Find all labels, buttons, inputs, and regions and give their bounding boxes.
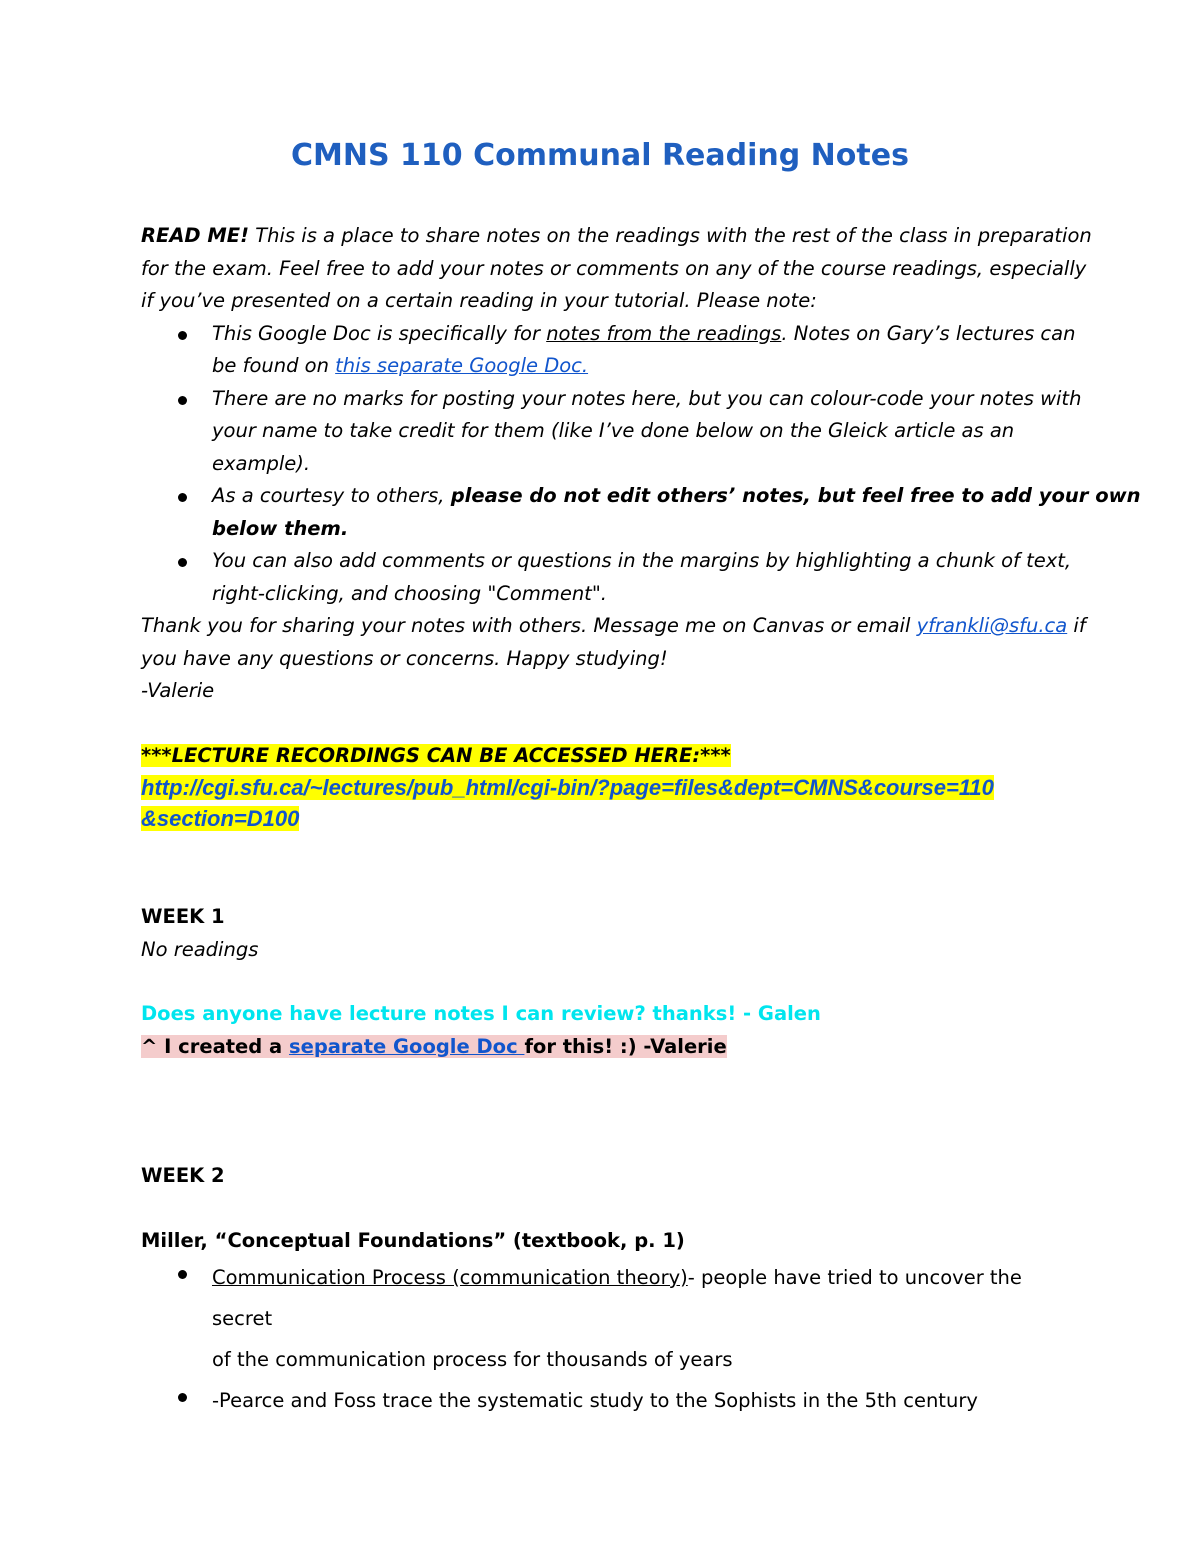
readme-label: READ ME! [141,224,250,247]
readme-bullet-list [141,318,1141,611]
recordings-url-link-cont[interactable]: &section=D100 [141,806,300,831]
bullet-text: right-clicking, and choosing "Comment". [212,581,607,605]
week2-bullet-list [141,1257,1061,1421]
list-item [141,1380,1061,1421]
bullet-text: your name to take credit for them (like I’ve done below on the Gleick article as an [212,419,1015,442]
spacer [141,1063,1061,1160]
bullet-text: of the communication process for thousands of years [212,1348,733,1371]
bullet-text: . Notes on Gary’s lectures can [781,321,1076,345]
week1-reply [141,1031,1061,1064]
email-link[interactable]: yfrankli@sfu.ca [916,614,1068,637]
bullet-text: As a courtesy to others, [212,484,451,507]
document-body [141,220,1141,1421]
bullet-text: This Google Doc is specifically for [212,321,547,345]
list-item [141,1257,1061,1380]
spacer [141,1193,1061,1225]
list-item [141,480,1141,545]
underlined-text: notes from the readings [546,321,782,345]
spacer [141,708,1061,740]
spacer [141,966,1061,998]
readme-line-3: if you’ve presented on a certain reading in your tutorial. Please note: [141,289,817,312]
reading-title: Miller, “Conceptual Foundations” (textbook, p. 1) [141,1228,685,1252]
readme-line-2: for the exam. Feel free to add your notes or comments on any of the course readings, especially [141,256,1087,280]
bullet-text: - people have tried to uncover the secret [212,1266,1022,1330]
readme-text-1: This is a place to share notes on the readings with the rest of the class in preparation [249,224,1092,247]
week1-note: No readings [141,937,259,961]
bold-text: below them. [212,516,349,540]
spacer [141,834,1061,901]
recordings-label-line [141,740,1061,773]
week1-question: Does anyone have lecture notes I can review? thanks! - Galen [141,1002,821,1025]
week2-heading: WEEK 2 [141,1164,225,1187]
reply-text: for this! :) -Valerie [524,1034,727,1058]
readme-line-1 [141,220,1092,253]
thanks-text: Thank you for sharing your notes with others. Message me on Canvas or email [141,614,917,637]
thanks-line-2: you have any questions or concerns. Happy studying! [141,646,668,670]
bullet-text: You can also add comments or questions in the margins by highlighting a chunk of text, [212,549,1072,572]
recordings-url-line-1 [141,772,1061,803]
list-item [141,545,1072,610]
bullet-text: There are no marks for posting your notes here, but you can colour-code your notes with [212,386,1082,410]
recordings-label: ***LECTURE RECORDINGS CAN BE ACCESSED HERE:*** [141,743,731,767]
week1-heading: WEEK 1 [141,905,225,928]
recordings-url-line-2 [141,803,1061,834]
bullet-text: -Pearce and Foss trace the systematic study to the Sophists in the 5th century [212,1389,978,1412]
bold-text: please do not edit others’ notes, but feel free to add your own [450,484,1141,507]
separate-doc-link[interactable]: separate Google Doc [288,1034,525,1058]
signoff: -Valerie [141,679,215,702]
thanks-text: if [1067,614,1086,637]
list-item [141,383,1082,481]
recordings-url-link[interactable]: http://cgi.sfu.ca/~lectures/pub_html/cgi-bin/?page=files&dept=CMNS&course=110 [141,775,994,800]
thanks-line-1 [141,610,1086,643]
list-item [141,318,1076,383]
bullet-text: example). [212,451,311,475]
reply-text: ^ I created a [141,1034,289,1058]
page-title: CMNS 110 Communal Reading Notes [291,138,909,173]
lecture-notes-doc-link[interactable]: this separate Google Doc. [335,354,589,377]
underlined-text: Communication Process (communication theory) [212,1266,688,1289]
bullet-text: be found on [212,354,336,377]
